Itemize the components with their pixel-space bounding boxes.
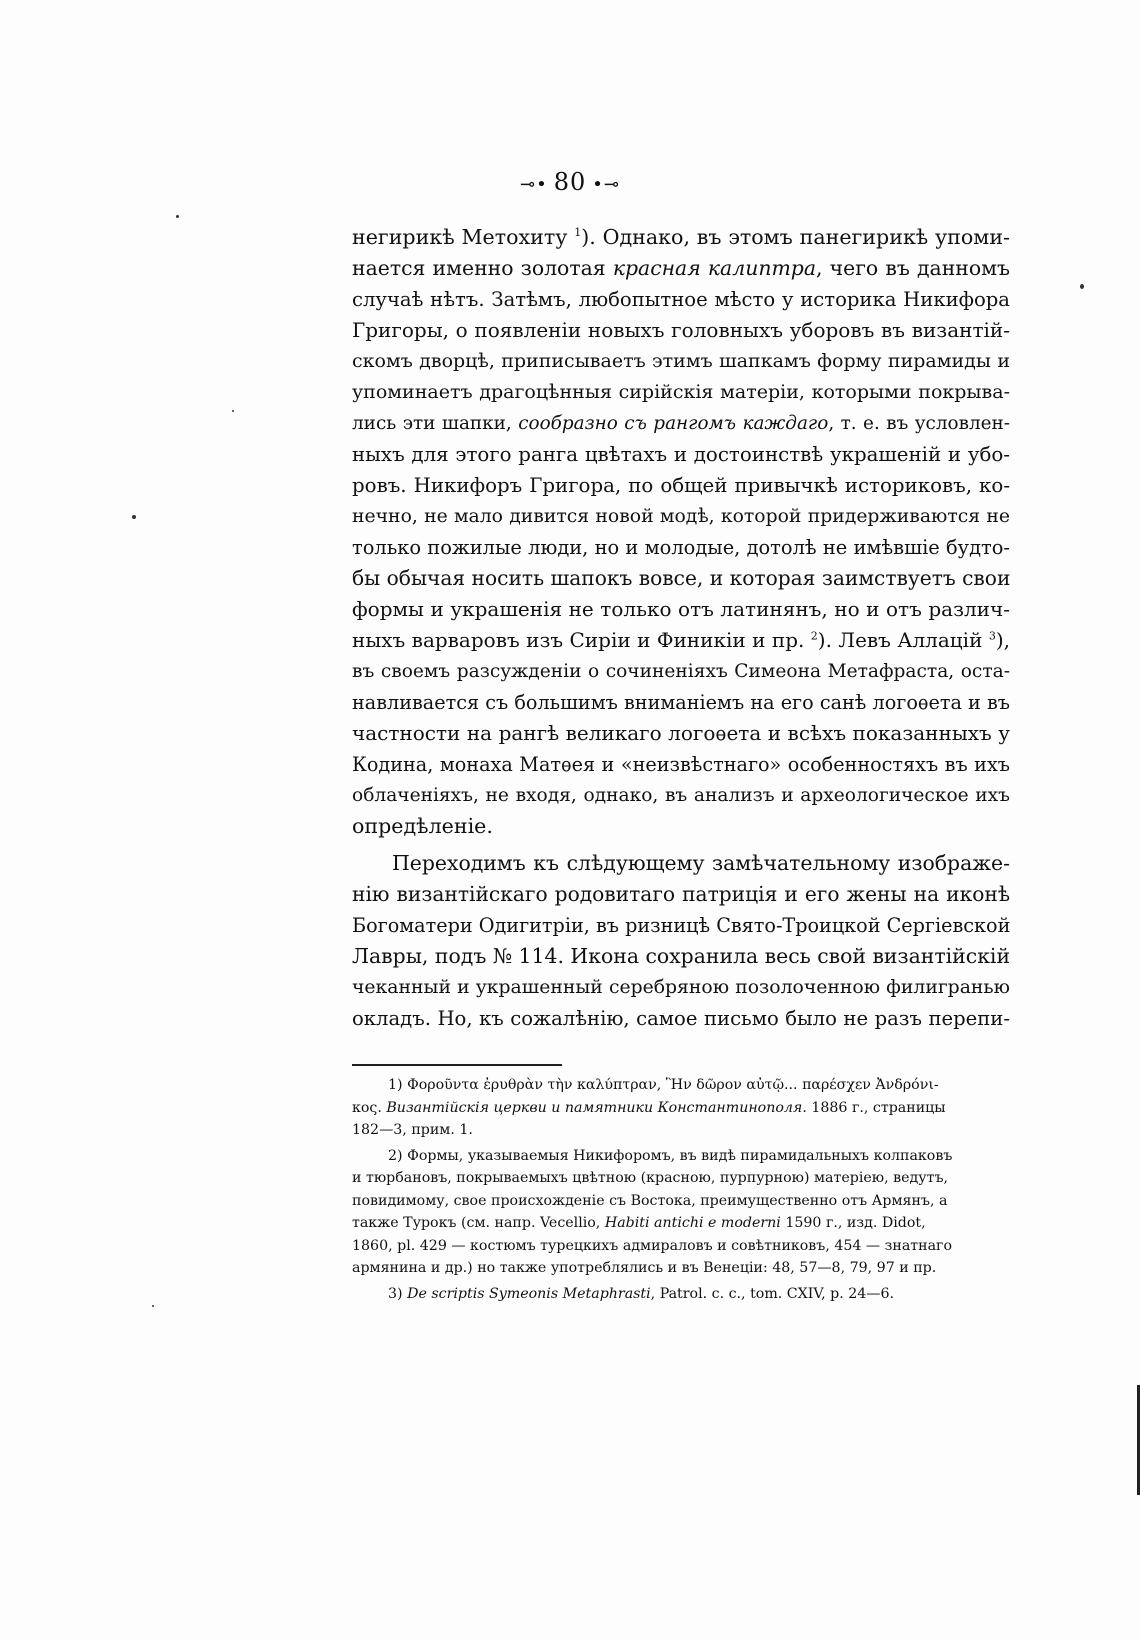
text-segment: навливается съ большимъ вниманіемъ на его санѣ логоѳета и въ [352, 691, 1010, 714]
text-line [352, 780, 1010, 811]
text-line [352, 377, 1010, 408]
text-line [352, 941, 1010, 972]
text-segment: негирикѣ Метохиту [352, 225, 575, 249]
footnote-1 [352, 1074, 1010, 1142]
footnote-ref: 3 [988, 629, 996, 643]
footnote-line: и тюрбановъ, покрываемыхъ цвѣтною (красною, пурпурною) матеріею, ведутъ, [352, 1170, 948, 1186]
text-segment: нію византійскаго родовитаго патриція и его жены на иконѣ [352, 882, 1010, 906]
text-line [352, 408, 1010, 439]
scan-speck [232, 410, 234, 412]
text-segment: Лавры, подъ № 114. Икона сохранила весь свой византійскій [352, 944, 1011, 968]
scan-speck [176, 215, 179, 218]
page-number-value: 80 [553, 168, 587, 196]
scan-speck [1080, 284, 1084, 289]
footnote-ref: 2 [810, 629, 818, 643]
text-line [352, 222, 1010, 253]
footnote-line: 1860, pl. 429 — костюмъ турецкихъ адмираловъ и совѣтниковъ, 454 — знатнаго [352, 1237, 953, 1254]
text-segment: Кодина, монаха Матѳея и «неизвѣстнаго» особенностяхъ въ ихъ [352, 753, 1010, 776]
text-line [352, 848, 1010, 879]
footnote-line: 1) Φοροῦντα ἐρυθρὰν τὴν καλύπτραν, Ἣν δῶρον αὐτῷ... παρέσχεν Ἀνδρόνι- [388, 1077, 939, 1093]
footnote-line: повидимому, свое происхожденіе съ Востока, преимущественно отъ Армянъ, а [352, 1192, 948, 1209]
text-segment: формы и украшенія не только отъ латинянъ, но и отъ различ- [352, 597, 1010, 621]
text-line [352, 346, 1010, 377]
text-segment: только пожилые люди, но и молодые, дотолѣ не имѣвшіе будто- [352, 536, 1010, 559]
text-line [352, 563, 1010, 594]
text-segment: ). Левъ Аллацій [817, 628, 989, 652]
page-number [0, 168, 1140, 196]
text-segment: облаченіяхъ, не входя, однако, въ анализъ и археологическое ихъ [352, 785, 1010, 806]
text-segment: ныхъ для этого ранга цвѣтахъ и достоинствѣ украшеній и убо- [352, 443, 1010, 466]
footnote-text: 3) [388, 1285, 408, 1302]
text-segment: бы обычая носить шапокъ вовсе, и которая заимствуетъ свои [352, 566, 1011, 590]
footnote-line [352, 1097, 1010, 1120]
text-segment: лись эти шапки, [352, 413, 519, 434]
footnote-title: Habiti antichi e moderni [604, 1215, 781, 1231]
text-segment: , чего въ данномъ [816, 256, 1010, 280]
footnote-text: , Patrol. c. c., tom. CXIV, p. 24—6. [650, 1285, 895, 1302]
text-segment: скомъ дворцѣ, приписываетъ этимъ шапкамъ форму пирамиды и [352, 350, 1010, 372]
text-segment: нается именно золотая [352, 256, 613, 280]
text-line [352, 315, 1010, 346]
footnote-line [352, 1212, 1010, 1235]
text-segment: Григоры, о появленіи новыхъ головныхъ уборовъ въ византій- [352, 318, 1010, 342]
footnote-line: армянина и др.) но также употреблялись и въ Венеціи: 48, 57—8, 79, 97 и пр. [352, 1260, 937, 1276]
text-segment: упоминаетъ драгоцѣнныя сирійскія матеріи, которыми покрыва- [352, 381, 1010, 403]
text-line [352, 718, 1010, 749]
text-segment: Богоматери Одигитріи, въ ризницѣ Свято-Троицкой Сергіевской [352, 914, 1011, 937]
text-segment: въ своемъ разсужденіи о сочиненіяхъ Симеона Метафраста, оста- [352, 661, 1010, 682]
text-segment: случаѣ нѣтъ. Затѣмъ, любопытное мѣсто у историка Никифора [352, 288, 1010, 311]
text-segment: Переходимъ къ слѣдующему замѣчательному изображе- [392, 851, 1010, 875]
footnote-ref: 1 [574, 226, 582, 240]
italic-phrase: сообразно съ рангомъ каждаго [518, 413, 829, 434]
text-line [352, 879, 1010, 910]
footnotes [352, 1074, 1010, 1308]
text-line [352, 749, 1010, 780]
text-segment: частности на рангѣ великаго логоѳета и всѣхъ показанныхъ у [352, 721, 1010, 745]
paragraph-2 [352, 848, 1010, 1034]
footnote-2 [352, 1145, 1010, 1280]
footnote-line [352, 1283, 1010, 1306]
text-line [352, 532, 1010, 563]
footnote-line: 2) Формы, указываемыя Никифоромъ, въ видѣ пирамидальныхъ колпаковъ [388, 1147, 953, 1164]
footnote-title: Византійскія церкви и памятники Константинополя. [386, 1099, 807, 1116]
scan-speck [152, 1305, 154, 1307]
footnote-line: 182—3, прим. 1. [352, 1122, 473, 1138]
text-line [352, 811, 1010, 842]
text-segment: опредѣленіе. [352, 814, 493, 838]
text-segment: ровъ. Никифоръ Григора, по общей привычкѣ историковъ, ко- [352, 474, 1010, 497]
text-line [352, 972, 1010, 1003]
text-segment: чеканный и украшенный серебряною позолоченною филигранью [352, 977, 1010, 998]
text-segment: ), [995, 628, 1011, 652]
text-segment: окладъ. Но, къ сожалѣнію, самое письмо было не разъ перепи- [352, 1007, 1010, 1030]
text-segment: нечно, не мало дивится новой модѣ, которой придерживаются не [352, 506, 1010, 527]
text-line [352, 1003, 1010, 1034]
text-line [352, 656, 1010, 687]
text-line [352, 501, 1010, 532]
footnote-text: 1590 г., изд. Didot, [780, 1215, 926, 1231]
text-line [352, 253, 1010, 284]
text-segment: ныхъ варваровъ изъ Сиріи и Финикіи и пр. [352, 628, 811, 652]
text-line [352, 910, 1010, 941]
footnote-title: De scriptis Symeonis Metaphrasti [407, 1285, 651, 1302]
ornament-right: •⊸ [592, 174, 620, 195]
footnote-text: также Турокъ (см. напр. Vecellio, [352, 1215, 605, 1231]
text-line [352, 625, 1010, 656]
footnote-3 [352, 1283, 1010, 1306]
scan-speck [132, 515, 136, 519]
text-line [352, 594, 1010, 625]
text-line [352, 284, 1010, 315]
italic-phrase: красная калиптра [612, 256, 817, 280]
text-line [352, 439, 1010, 470]
text-segment: ). Однако, въ этомъ панегирикѣ упоми- [581, 225, 1010, 249]
text-line [352, 470, 1010, 501]
footnote-text: κος. [352, 1099, 387, 1116]
ornament-left: ⊸• [520, 174, 548, 195]
footnote-separator [352, 1064, 562, 1066]
text-segment: , т. е. въ условлен- [828, 413, 1010, 434]
paragraph-1 [352, 222, 1010, 842]
text-line [352, 687, 1010, 718]
main-text [352, 222, 1010, 1034]
footnote-text: 1886 г., страницы [806, 1099, 946, 1116]
